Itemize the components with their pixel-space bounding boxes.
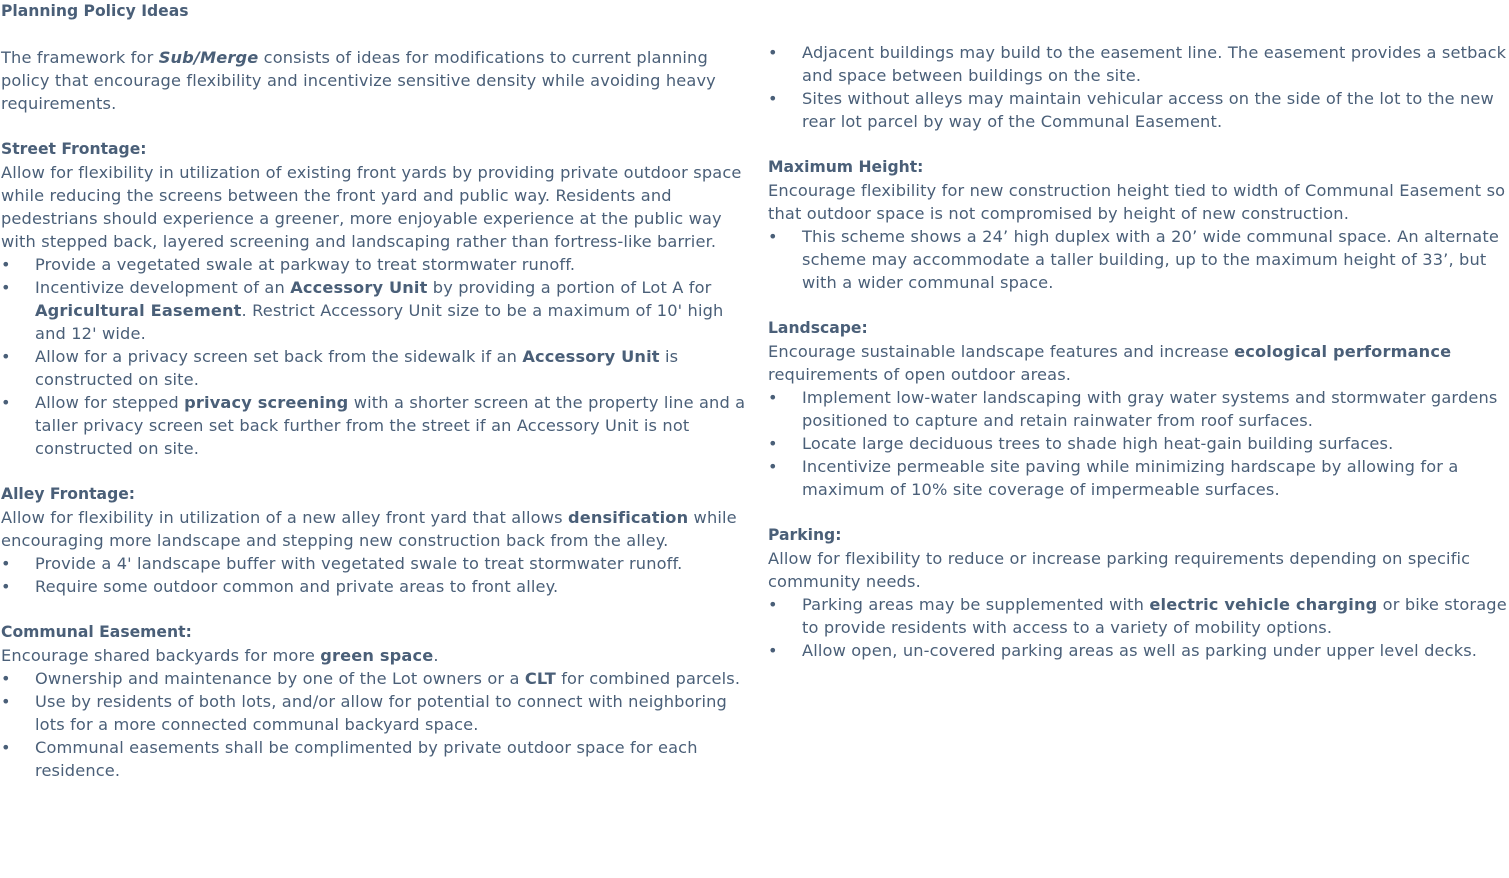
parking-list [768, 593, 1509, 662]
maximum-height-body: Encourage flexibility for new construction height tied to width of Communal Easement so that outdoor space is not compromised by height of new construction. [768, 181, 1506, 223]
list-item: • Communal easements shall be complimented by private outdoor space for each residence. [1, 738, 698, 780]
bullet-icon: • [1, 255, 11, 274]
list-item: • Provide a vegetated swale at parkway to treat stormwater runoff. [1, 255, 576, 274]
street-frontage-section [1, 138, 751, 460]
communal-easement-section [1, 621, 751, 782]
list-item: • This scheme shows a 24’ high duplex with a 20’ wide communal space. An alternate scheme may accommodate a taller building, up to the maximum height of 33’, but with a wider communal space. [768, 227, 1499, 292]
landscape-section [768, 317, 1509, 501]
bullet-icon: • [768, 388, 778, 407]
landscape-list [768, 386, 1509, 501]
bullet-icon: • [768, 434, 778, 453]
list-item: • Parking areas may be supplemented with electric vehicle charging or bike storage to provide residents with access to a variety of mobility options. [768, 595, 1507, 637]
list-item: • Provide a 4' landscape buffer with vegetated swale to treat stormwater runoff. [1, 554, 683, 573]
communal-easement-list [1, 667, 751, 782]
street-frontage-body: Allow for flexibility in utilization of existing front yards by providing private outdoor space while reducing the screens between the front yard and public way. Residents and pedestrians should experience a greener, more enjoyable experience at the public way with stepped back, layered screening and landscaping rather than fortress-like barrier. [1, 163, 742, 251]
bullet-icon: • [768, 89, 778, 108]
list-item: • Allow for a privacy screen set back from the sidewalk if an Accessory Unit is constructed on site. [1, 347, 679, 389]
list-item: • Locate large deciduous trees to shade high heat-gain building surfaces. [768, 434, 1394, 453]
list-item: • Ownership and maintenance by one of the Lot owners or a CLT for combined parcels. [1, 669, 741, 688]
bullet-icon: • [768, 43, 778, 62]
street-frontage-list [1, 253, 751, 460]
bullet-icon: • [1, 278, 11, 297]
list-item: • Implement low-water landscaping with gray water systems and stormwater gardens positioned to capture and retain rainwater from roof surfaces. [768, 388, 1498, 430]
bullet-icon: • [768, 227, 778, 246]
street-frontage-heading: Street Frontage: [1, 140, 147, 158]
bullet-icon: • [1, 738, 11, 757]
bullet-icon: • [1, 692, 11, 711]
bullet-icon: • [768, 457, 778, 476]
list-item: • Allow for stepped privacy screening with a shorter screen at the property line and a taller privacy screen set back further from the street if an Accessory Unit is not constructed on site. [1, 393, 746, 458]
list-item: • Require some outdoor common and private areas to front alley. [1, 577, 559, 596]
bullet-icon: • [1, 554, 11, 573]
parking-heading: Parking: [768, 526, 842, 544]
intro-paragraph: The framework for Sub/Merge consists of ideas for modifications to current planning policy that encourage flexibility and incentivize sensitive density while avoiding heavy requirements. [1, 48, 716, 113]
right-column [768, 41, 1509, 662]
bullet-icon: • [1, 669, 11, 688]
bullet-icon: • [1, 577, 11, 596]
project-name: Sub/Merge [158, 48, 259, 67]
maximum-height-heading: Maximum Height: [768, 158, 924, 176]
communal-easement-list-continued [768, 41, 1509, 133]
landscape-body: Encourage sustainable landscape features and increase ecological performance requirements of open outdoor areas. [768, 342, 1452, 384]
alley-frontage-heading: Alley Frontage: [1, 485, 136, 503]
parking-body: Allow for flexibility to reduce or increase parking requirements depending on specific community needs. [768, 549, 1471, 591]
communal-easement-heading: Communal Easement: [1, 623, 192, 641]
list-item: • Incentivize development of an Accessory Unit by providing a portion of Lot A for Agricultural Easement. Restrict Accessory Unit size to be a maximum of 10' high and 12' wide. [1, 278, 724, 343]
bullet-icon: • [768, 641, 778, 660]
list-item: • Sites without alleys may maintain vehicular access on the side of the lot to the new rear lot parcel by way of the Communal Easement. [768, 89, 1494, 131]
landscape-heading: Landscape: [768, 319, 868, 337]
bullet-icon: • [1, 347, 11, 366]
list-item: • Adjacent buildings may build to the easement line. The easement provides a setback and space between buildings on the site. [768, 43, 1507, 85]
maximum-height-section [768, 156, 1509, 294]
alley-frontage-body: Allow for flexibility in utilization of a new alley front yard that allows densification while encouraging more landscape and stepping new construction back from the alley. [1, 508, 737, 550]
alley-frontage-list [1, 552, 751, 598]
bullet-icon: • [1, 393, 11, 412]
page-title: Planning Policy Ideas [1, 2, 189, 20]
maximum-height-list [768, 225, 1509, 294]
left-column [1, 0, 751, 782]
list-item: • Incentivize permeable site paving while minimizing hardscape by allowing for a maximum of 10% site coverage of impermeable surfaces. [768, 457, 1459, 499]
communal-easement-body: Encourage shared backyards for more green space. [1, 646, 439, 665]
parking-section [768, 524, 1509, 662]
list-item: • Use by residents of both lots, and/or allow for potential to connect with neighboring lots for a more connected communal backyard space. [1, 692, 727, 734]
alley-frontage-section [1, 483, 751, 598]
bullet-icon: • [768, 595, 778, 614]
list-item: • Allow open, un-covered parking areas as well as parking under upper level decks. [768, 641, 1478, 660]
